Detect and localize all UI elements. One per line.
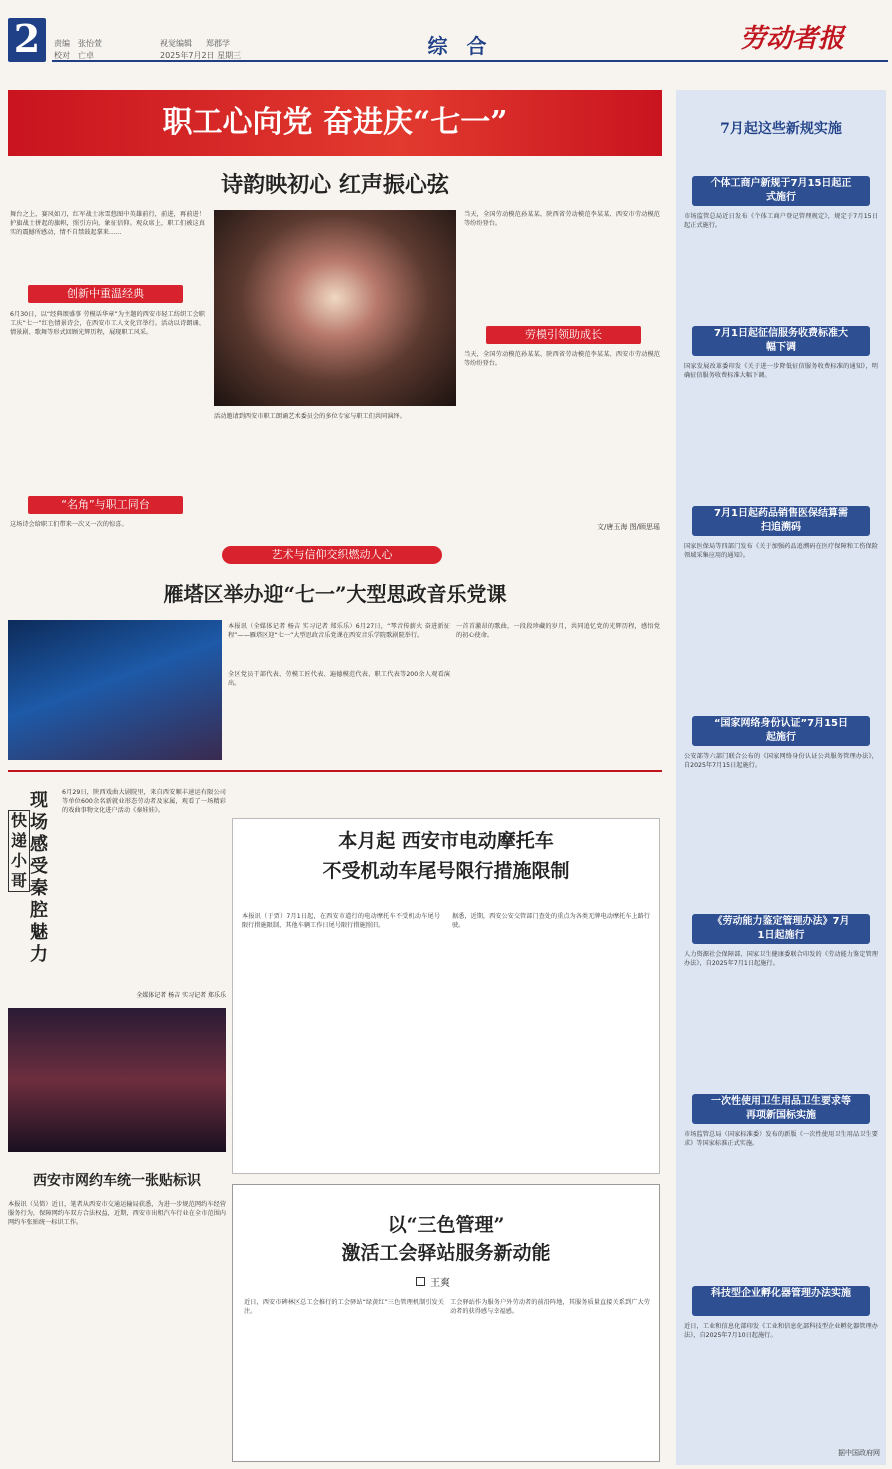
motorcycle-headline-2: 不受机动车尾号限行措施限制: [322, 860, 570, 882]
side-story-byline: 全媒体记者 杨吉 实习记者 郑乐乐: [136, 992, 226, 999]
vision-editor: 郑郡学: [206, 39, 230, 48]
story1-body2: 这场诗会给职工们带来一次又一次的惊喜。: [10, 521, 128, 528]
section-name: 综 合: [427, 34, 493, 58]
story2-headline: 雁塔区举办迎“七一”大型思政音乐党课: [163, 582, 507, 606]
poetry-stage-photo: [214, 210, 456, 406]
story1-body1: 6月30日，以“经典颂盛事 劳模话华章”为主题的西安市轻工纺织工会职工庆“七一”红色情景诗会，在西安市工人文化宫举行。活动以诗朗诵、情景剧、歌舞等形式回顾光辉历程，展现职工风采。: [10, 311, 205, 336]
story2-body: 全区党员干部代表、劳模工匠代表、遍德模范代表、职工代表等200余人观看演出。: [228, 671, 450, 687]
editor-name: 张怡萱: [78, 39, 102, 48]
story2-right: 一首首激昂的歌曲，一段段珍藏的岁月，共同追忆党的光辉历程，感悟党的初心使命。: [456, 623, 660, 639]
commentary-headline-2: 激活工会驿站服务新动能: [341, 1242, 551, 1264]
motorcycle-body-right: 据悉，近期，西安公安交管部门查处的重点为各类无牌电动摩托车上路行驶。: [452, 913, 650, 929]
taxi-headline: 西安市网约车统一张贴标识: [33, 1173, 201, 1189]
sidebar-item-text: 市场监管总局（国家标准委）发布的新版《一次性使用卫生用品卫生要求》等国家标准正式实施。: [684, 1131, 878, 1147]
story1-subhead-stars: “名角”与职工同台: [28, 496, 183, 514]
commentary-body-left: 近日，西安市碑林区总工会推行的工会驿站“绿黄红”三色管理机制引发关注。: [244, 1299, 444, 1315]
sidebar-item-heading: 科技型企业孵化器管理办法实施: [692, 1286, 870, 1316]
commentary-author: 王爽: [430, 1278, 450, 1289]
masthead: [0, 0, 892, 78]
story1-lead: 舞台之上，赛风如刀，红军战士冰雪悠图中英雄前行，前进，再前进！护旗战士拼起的旗帜，照引方向，象征信仰。观众席上，职工们被这真实的震撼所感动，情不自禁鼓起掌来……: [10, 211, 205, 236]
sidebar-title: 7月起这些新规实施: [720, 121, 842, 137]
sidebar-item-heading: “国家网络身份认证”7月15日起施行: [692, 716, 870, 746]
author-icon: [416, 1277, 425, 1286]
sidebar-item-text: 近日，工业和信息化部印发《工业和信息化部科技型企业孵化器管理办法》，自2025年7月10日起施行。: [684, 1323, 878, 1339]
sidebar-item-text: 公安部等六部门联合公布的《国家网络身份认证公共服务管理办法》，自2025年7月15日起施行。: [684, 753, 878, 769]
motorcycle-body-left: 本报讯（于贾）7月1日起，在西安市道行的电动摩托车不受机动车尾号限行措施限制，其他车辆工作日尾号限行措施照旧。: [242, 913, 440, 929]
sidebar-item-text: 人力资源社会保障部、国家卫生健康委联合印发的《劳动能力鉴定管理办法》，自2025年7月1日起施行。: [684, 951, 878, 967]
sidebar-item-text: 国家医保局等四部门发布《关于加强药品追溯码在医疗保障和工伤保险领域采集应用的通知》。: [684, 543, 878, 559]
story2-lead: 本报讯（全媒体记者 杨吉 实习记者 郑乐乐）6月27日，“琴音传薪火 奋进新征程”——雁塔区迎“七一”大型思政音乐党课在西安音乐学院歌剧院举行。: [228, 623, 450, 639]
sidebar-item-text: 国家发展改革委印发《关于进一步降低征信服务收费标准的通知》，明确征信服务收费标准大幅下调。: [684, 363, 878, 379]
taxi-body: 本报讯（吴简）近日，笔者从西安市交通运输局获悉，为进一步规范网约车经营服务行为，保障网约车双方合法权益，近期，西安市出租汽车行业在全市范围内网约车张贴统一标识工作。: [8, 1201, 226, 1226]
sidebar-item-heading: 《劳动能力鉴定管理办法》7月1日起施行: [692, 914, 870, 944]
side-story-headline: 现场感受秦腔魅力: [30, 790, 48, 965]
side-story-body: 6月29日，陕西戏曲大剧院里，来自西安顺丰速运有限公司等单位600余名新就业形态劳动者及家属，观看了一场精彩的戏曲事物文化进户活动《秦娃娃》。: [62, 789, 226, 814]
section-divider: [8, 770, 662, 772]
sidebar-item-heading: 个体工商户新规于7月15日起正式施行: [692, 176, 870, 206]
editor-label: 责编: [54, 39, 70, 48]
proof-name: 亡卓: [78, 51, 94, 60]
sidebar-item-heading: 一次性使用卫生用品卫生要求等再项新国标实施: [692, 1094, 870, 1124]
issue-date: 2025年7月2日 星期三: [160, 51, 242, 60]
proof-label: 校对: [54, 51, 70, 60]
sidebar-item-heading: 7月1日起征信服务收费标准大幅下调: [692, 326, 870, 356]
sidebar-item-heading: 7月1日起药品销售医保结算需扫追溯码: [692, 506, 870, 536]
story1-caption: 活动邀请到西安市职工朗诵艺术委员会的多位专家与职工们共同演绎。: [214, 413, 406, 420]
story1-col3-text: 当天，全国劳动模范孙某某、陕西省劳动模范李某某、西安市劳动模范等纷纷登台。: [464, 211, 660, 227]
motorcycle-headline-1: 本月起 西安市电动摩托车: [338, 830, 554, 852]
music-class-photo: [8, 620, 222, 760]
side-story-tag: 快递小哥: [8, 810, 30, 892]
story1-subhead-innovation: 创新中重温经典: [28, 285, 183, 303]
vision-label: 视觉编辑: [160, 39, 192, 48]
commentary-headline-1: 以“三色管理”: [387, 1214, 505, 1236]
story1-byline: 文/唐玉海 图/顾思瑶: [597, 523, 660, 531]
sidebar-source: 据中国政府网: [838, 1449, 880, 1457]
story1-body3: 当天，全国劳动模范孙某某、陕西省劳动模范李某某、西安市劳动模范等纷纷登台。: [464, 351, 660, 367]
opera-photo: [8, 1008, 226, 1152]
paper-name: 劳动者报: [740, 24, 845, 54]
story1-subhead-model: 劳模引领助成长: [486, 326, 641, 344]
story1-headline: 诗韵映初心 红声振心弦: [221, 172, 449, 198]
commentary-body-right: 工会驿站作为服务户外劳动者的前沿阵地，其服务质量直接关系到广大劳动者的获得感与幸福感。: [450, 1299, 650, 1315]
sidebar-item-text: 市场监管总局近日发布《个体工商户登记管理规定》，规定于7月15日起正式施行。: [684, 213, 878, 229]
banner-title: 职工心向党 奋进庆“七一”: [162, 105, 508, 140]
page-number: 2: [13, 16, 41, 61]
story2-pill: 艺术与信仰交织燃动人心: [222, 546, 442, 564]
